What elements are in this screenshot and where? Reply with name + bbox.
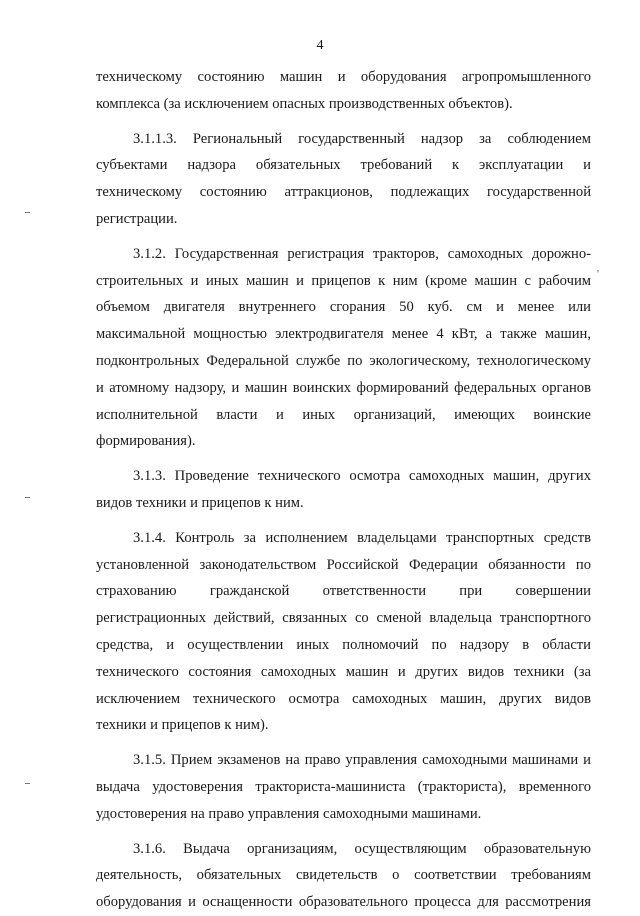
stray-mark: '	[597, 268, 599, 280]
text-line: объемом двигателя внутреннего сгорания 50 куб. см и менее или	[96, 299, 591, 316]
paragraph-p0	[96, 64, 591, 118]
text-line: техническому состоянию аттракционов, подлежащих государственной	[96, 184, 591, 201]
text-line: исполнительной власти и иных организаций, имеющих воинские	[96, 406, 591, 423]
document-body	[96, 64, 591, 916]
text-line: 3.1.4. Контроль за исполнением владельцами транспортных средств	[133, 529, 591, 546]
text-line: 3.1.6. Выдача организациям, осуществляющим образовательную	[133, 840, 591, 857]
text-line: техники и прицепов к ним).	[96, 717, 269, 734]
page-number: 4	[316, 38, 324, 53]
text-line: подконтрольных Федеральной службе по экологическому, технологическому	[96, 352, 591, 369]
text-line: субъектами надзора обязательных требований к эксплуатации и	[96, 157, 591, 174]
text-line: строительных и иных машин и прицепов к ним (кроме машин с рабочим	[96, 272, 591, 289]
text-line: установленной законодательством Российской Федерации обязанности по	[96, 556, 591, 573]
text-line: видов техники и прицепов к ним.	[96, 494, 304, 511]
text-line: и атомному надзору, и машин воинских формирований федеральных органов	[96, 379, 591, 396]
text-line: 3.1.5. Прием экзаменов на право управления самоходными машинами и	[133, 752, 591, 769]
text-line: страхованию гражданской ответственности при совершении	[96, 583, 591, 600]
text-line: максимальной мощностью электродвигателя менее 4 кВт, а также машин,	[96, 326, 591, 343]
margin-mark	[25, 497, 30, 498]
text-line: 3.1.3. Проведение технического осмотра самоходных машин, других	[133, 468, 591, 485]
paragraph-p3	[96, 463, 591, 517]
text-line: 3.1.1.3. Региональный государственный надзор за соблюдением	[133, 130, 591, 147]
text-line: формирования).	[96, 433, 196, 450]
text-line: регистрационных действий, связанных со сменой владельца транспортного	[96, 610, 591, 627]
text-line: деятельность, обязательных свидетельств о соответствии требованиям	[96, 867, 591, 884]
paragraph-p2	[96, 241, 591, 455]
text-line: удостоверения на право управления самоходными машинами.	[96, 805, 482, 822]
text-line: техническому состоянию машин и оборудования агропромышленного	[96, 69, 591, 85]
margin-mark	[25, 212, 30, 213]
paragraph-p6	[96, 836, 591, 916]
paragraph-p4	[96, 525, 591, 739]
paragraph-p5	[96, 747, 591, 827]
text-line: оборудования и оснащенности образовательного процесса для рассмотрения	[96, 894, 591, 911]
margin-mark	[25, 783, 30, 784]
paragraph-p1	[96, 126, 591, 233]
text-line: технического состояния самоходных машин и других видов техники (за	[96, 663, 591, 680]
text-line: 3.1.2. Государственная регистрация тракторов, самоходных дорожно-	[133, 245, 591, 262]
text-line: регистрации.	[96, 210, 178, 227]
text-line: средства, и осуществлении иных полномочий по надзору в области	[96, 636, 591, 653]
text-line: комплекса (за исключением опасных производственных объектов).	[96, 95, 513, 112]
text-line: выдача удостоверения тракториста-машиниста (тракториста), временного	[96, 778, 591, 795]
text-line: исключением технического осмотра самоходных машин, других видов	[96, 690, 591, 707]
